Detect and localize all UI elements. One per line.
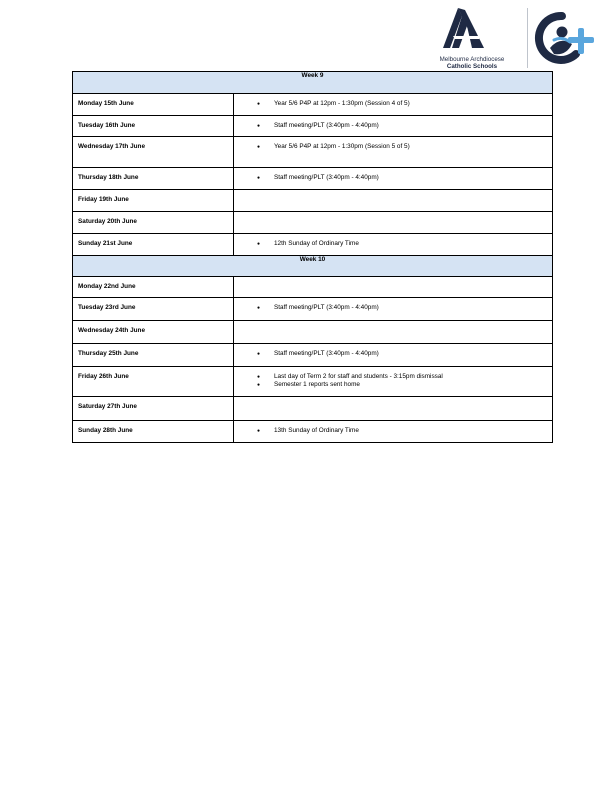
event-item: ● Staff meeting/PLT (3:40pm - 4:40pm) [234, 122, 552, 130]
event-item: ● Staff meeting/PLT (3:40pm - 4:40pm) [234, 304, 552, 312]
day-row [73, 344, 553, 367]
macs-emblem-icon [443, 8, 501, 52]
event-list [234, 350, 552, 358]
day-row [73, 212, 553, 234]
org-name-line2: Catholic Schools [446, 63, 498, 70]
events-cell [234, 344, 553, 367]
week-title: Week 10 [73, 256, 553, 277]
day-label: Wednesday 24th June [73, 321, 234, 344]
events-cell [234, 116, 553, 137]
macs-logo [420, 8, 524, 70]
events-cell [234, 277, 553, 298]
event-item: ● 13th Sunday of Ordinary Time [234, 427, 552, 435]
event-list [234, 143, 552, 151]
day-label: Tuesday 23rd June [73, 298, 234, 321]
event-item: ● Semester 1 reports sent home [234, 381, 552, 389]
events-cell [234, 190, 553, 212]
day-row [73, 168, 553, 190]
events-cell [234, 212, 553, 234]
day-label: Thursday 18th June [73, 168, 234, 190]
day-row [73, 277, 553, 298]
day-label: Sunday 28th June [73, 421, 234, 443]
day-row [73, 321, 553, 344]
events-cell [234, 94, 553, 116]
org-name-line1: Melbourne Archdiocese [439, 56, 505, 63]
day-label: Saturday 20th June [73, 212, 234, 234]
events-cell [234, 421, 553, 443]
week-header-row [73, 256, 553, 277]
day-label: Friday 26th June [73, 367, 234, 397]
event-item: ● Last day of Term 2 for staff and students - 3:15pm dismissal [234, 373, 552, 381]
day-label: Thursday 25th June [73, 344, 234, 367]
day-label: Wednesday 17th June [73, 137, 234, 168]
day-row [73, 94, 553, 116]
event-item: ● Staff meeting/PLT (3:40pm - 4:40pm) [234, 350, 552, 358]
day-row [73, 234, 553, 256]
event-list [234, 304, 552, 312]
day-label: Sunday 21st June [73, 234, 234, 256]
week-header-row [73, 72, 553, 94]
event-list [234, 100, 552, 108]
event-list [234, 427, 552, 435]
header-divider [527, 8, 528, 68]
day-row [73, 137, 553, 168]
day-label: Monday 22nd June [73, 277, 234, 298]
school-crest-icon [532, 10, 598, 66]
event-list [234, 174, 552, 182]
events-cell [234, 367, 553, 397]
day-row [73, 298, 553, 321]
day-label: Friday 19th June [73, 190, 234, 212]
school-logo [532, 10, 598, 71]
events-cell [234, 321, 553, 344]
event-item: ● Staff meeting/PLT (3:40pm - 4:40pm) [234, 174, 552, 182]
day-label: Monday 15th June [73, 94, 234, 116]
event-item: ● Year 5/6 P4P at 12pm - 1:30pm (Session 4 of 5) [234, 100, 552, 108]
events-cell [234, 298, 553, 321]
day-row [73, 421, 553, 443]
event-list [234, 240, 552, 248]
day-row [73, 116, 553, 137]
events-cell [234, 397, 553, 421]
day-label: Tuesday 16th June [73, 116, 234, 137]
day-row [73, 367, 553, 397]
day-row [73, 397, 553, 421]
event-item: ● 12th Sunday of Ordinary Time [234, 240, 552, 248]
day-row [73, 190, 553, 212]
calendar-table [72, 71, 553, 443]
events-cell [234, 137, 553, 168]
event-list [234, 122, 552, 130]
week-title: Week 9 [73, 72, 553, 94]
events-cell [234, 168, 553, 190]
events-cell [234, 234, 553, 256]
day-label: Saturday 27th June [73, 397, 234, 421]
event-list [234, 373, 552, 389]
page-header [420, 6, 610, 70]
event-item: ● Year 5/6 P4P at 12pm - 1:30pm (Session 5 of 5) [234, 143, 552, 151]
